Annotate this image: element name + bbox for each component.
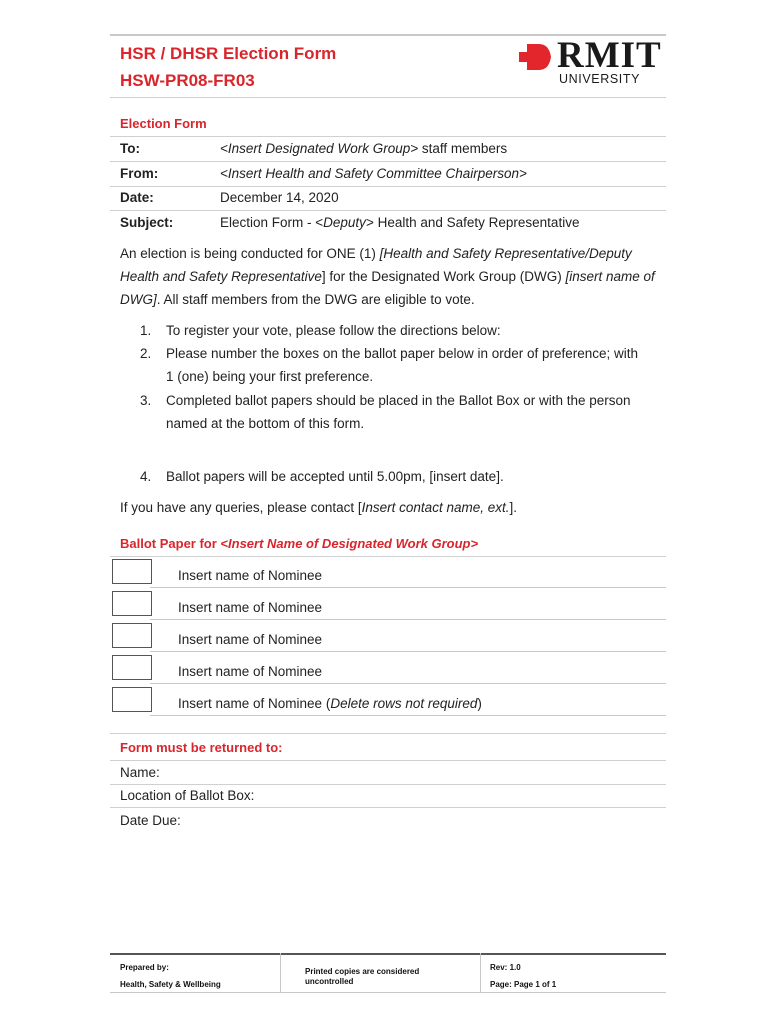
prepared-label: Prepared by: bbox=[120, 963, 169, 972]
nominee-name: Insert name of Nominee bbox=[178, 632, 323, 647]
due-label: Date Due: bbox=[120, 813, 181, 828]
subject-label: Subject: bbox=[120, 215, 174, 230]
form-code: HSW-PR08-FR03 bbox=[120, 71, 255, 90]
rule bbox=[150, 683, 666, 684]
list-item: 3. Completed ballot papers should be placed in the Ballot Box or with the person named at the bottom of this form. bbox=[140, 393, 631, 431]
nominee-name: Insert name of Nominee (Delete rows not required) bbox=[178, 696, 482, 711]
queries-paragraph: If you have any queries, please contact [Insert contact name, ext.]. bbox=[120, 500, 517, 515]
nominee-name: Insert name of Nominee bbox=[178, 568, 323, 583]
rule bbox=[110, 161, 666, 162]
return-heading: Form must be returned to: bbox=[120, 740, 283, 755]
rule bbox=[150, 715, 666, 716]
rule bbox=[150, 587, 666, 588]
to-value: <Insert Designated Work Group> staff members bbox=[220, 141, 508, 156]
date-label: Date: bbox=[120, 190, 154, 205]
location-label: Location of Ballot Box: bbox=[120, 788, 255, 803]
preference-box[interactable] bbox=[112, 687, 152, 712]
rule bbox=[110, 136, 666, 137]
from-value: <Insert Health and Safety Committee Chairperson> bbox=[220, 166, 527, 181]
nominee-name: Insert name of Nominee bbox=[178, 600, 323, 615]
list-item: 4. Ballot papers will be accepted until 5.00pm, [insert date]. bbox=[140, 469, 504, 484]
rule bbox=[110, 733, 666, 734]
rule bbox=[150, 651, 666, 652]
logo-wordmark: RMIT bbox=[557, 35, 662, 76]
prepared-value: Health, Safety & Wellbeing bbox=[120, 980, 221, 989]
election-form-heading: Election Form bbox=[120, 116, 207, 131]
name-label: Name: bbox=[120, 765, 160, 780]
rule bbox=[110, 186, 666, 187]
preference-box[interactable] bbox=[112, 655, 152, 680]
footer-bottom-rule bbox=[110, 992, 666, 993]
form-title: HSR / DHSR Election Form bbox=[120, 44, 337, 63]
rmit-pennant-icon bbox=[515, 40, 555, 74]
title-rule bbox=[110, 97, 666, 98]
list-item: 1. To register your vote, please follow the directions below: bbox=[140, 323, 501, 338]
revision: Rev: 1.0 bbox=[490, 963, 521, 972]
date-value: December 14, 2020 bbox=[220, 190, 339, 205]
preference-box[interactable] bbox=[112, 623, 152, 648]
rule bbox=[110, 784, 666, 785]
subject-value: Election Form - <Deputy> Health and Safety Representative bbox=[220, 215, 580, 230]
footer-divider bbox=[280, 953, 281, 993]
printed-note: Printed copies are considered uncontrolled bbox=[305, 967, 420, 986]
rule bbox=[150, 619, 666, 620]
footer-divider bbox=[480, 953, 481, 993]
logo-subtitle: UNIVERSITY bbox=[559, 72, 641, 86]
list-item: 2. Please number the boxes on the ballot paper below in order of preference; with 1 (one) being your first preference. bbox=[140, 346, 639, 384]
rmit-logo bbox=[515, 35, 662, 90]
page-number: Page: Page 1 of 1 bbox=[490, 980, 557, 989]
from-label: From: bbox=[120, 166, 159, 181]
preference-box[interactable] bbox=[112, 559, 152, 584]
nominee-name: Insert name of Nominee bbox=[178, 664, 323, 679]
intro-paragraph: An election is being conducted for ONE (1) [Health and Safety Representative/Deputy Health and Safety Representative] for the Designated Work Group (DWG) [insert name of DWG]. All staff members from the DWG are eligible to vote. bbox=[120, 246, 655, 307]
footer-rule bbox=[110, 953, 666, 955]
preference-box[interactable] bbox=[112, 591, 152, 616]
rule bbox=[110, 556, 666, 557]
to-label: To: bbox=[120, 141, 140, 156]
rule bbox=[110, 807, 666, 808]
rule bbox=[110, 210, 666, 211]
ballot-heading: Ballot Paper for <Insert Name of Designated Work Group> bbox=[120, 536, 479, 551]
rule bbox=[110, 760, 666, 761]
